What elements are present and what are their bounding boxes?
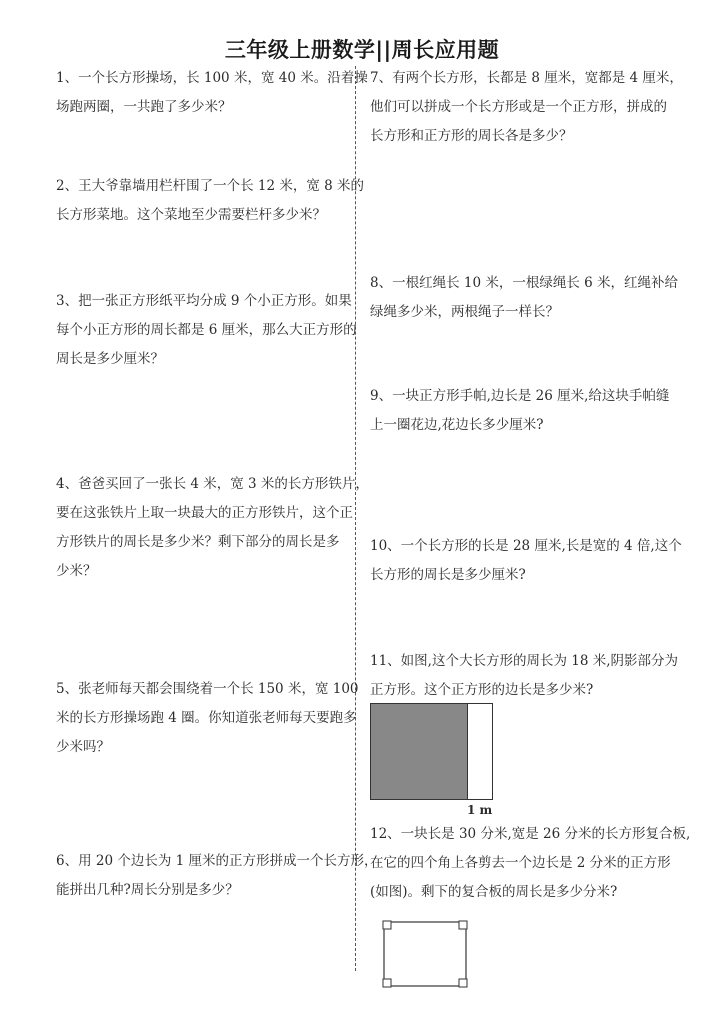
question-6 bbox=[56, 847, 378, 905]
question-line: 场跑两圈，一共跑了多少米？ bbox=[56, 99, 232, 115]
question-line: 12、一块长是 30 分米,宽是 26 分米的长方形复合板, bbox=[370, 826, 691, 842]
question-line: 长方形和正方形的周长各是多少？ bbox=[370, 128, 573, 144]
figure-12-board bbox=[382, 920, 468, 988]
question-10 bbox=[370, 532, 682, 590]
question-line: 长方形的周长是多少厘米? bbox=[370, 567, 526, 583]
question-line: 1、一个长方形操场，长 100 米，宽 40 米。沿着操 bbox=[56, 70, 368, 86]
question-line: 3、把一张正方形纸平均分成 9 个小正方形。如果 bbox=[56, 293, 352, 309]
question-line: 上一圈花边,花边长多少厘米? bbox=[370, 417, 544, 433]
figure-11-rectangle bbox=[370, 703, 493, 800]
question-line: 9、一块正方形手帕,边长是 26 厘米,给这块手帕缝 bbox=[370, 388, 670, 404]
question-line: 要在这张铁片上取一块最大的正方形铁片，这个正 bbox=[56, 505, 353, 521]
question-line: 少米？ bbox=[56, 563, 97, 579]
question-line: 米的长方形操场跑 4 圈。你知道张老师每天要跑多 bbox=[56, 710, 357, 726]
question-5 bbox=[56, 675, 359, 762]
question-line: 8、一根红绳长 10 米，一根绿绳长 6 米，红绳补给 bbox=[370, 275, 679, 291]
shaded-square bbox=[371, 704, 468, 799]
question-line: 能拼出几种?周长分别是多少？ bbox=[56, 882, 239, 898]
question-3 bbox=[56, 287, 356, 374]
question-line: 长方形菜地。这个菜地至少需要栏杆多少米？ bbox=[56, 207, 326, 223]
question-4 bbox=[56, 470, 369, 586]
unshaded-strip bbox=[467, 704, 492, 799]
question-line: 11、如图,这个大长方形的周长为 18 米,阴影部分为 bbox=[370, 653, 679, 669]
question-line: 正方形。这个正方形的边长是多少米? bbox=[370, 682, 594, 698]
worksheet-title: 三年级上册数学||周长应用题 bbox=[224, 38, 500, 62]
question-line: 绿绳多少米，两根绳子一样长？ bbox=[370, 304, 559, 320]
question-line: 在它的四个角上各剪去一个边长是 2 分米的正方形 bbox=[370, 855, 671, 871]
question-line: 5、张老师每天都会围绕着一个长 150 米，宽 100 bbox=[56, 681, 359, 697]
question-8 bbox=[370, 269, 679, 327]
figure-11-label: 1 m bbox=[467, 803, 493, 817]
question-line: (如图)。剩下的复合板的周长是多少分米? bbox=[370, 884, 618, 900]
question-line: 4、爸爸买回了一张长 4 米，宽 3 米的长方形铁片， bbox=[56, 476, 369, 492]
question-line: 他们可以拼成一个长方形或是一个正方形，拼成的 bbox=[370, 99, 667, 115]
question-12 bbox=[370, 820, 691, 907]
question-line: 每个小正方形的周长都是 6 厘米，那么大正方形的 bbox=[56, 322, 357, 338]
question-1 bbox=[56, 64, 368, 122]
question-line: 周长是多少厘米？ bbox=[56, 351, 164, 367]
question-11 bbox=[370, 647, 679, 705]
question-line: 10、一个长方形的长是 28 厘米,长是宽的 4 倍,这个 bbox=[370, 538, 682, 554]
question-9 bbox=[370, 382, 670, 440]
question-line: 少米吗？ bbox=[56, 739, 110, 755]
question-2 bbox=[56, 172, 365, 230]
question-line: 2、王大爷靠墙用栏杆围了一个长 12 米，宽 8 米的 bbox=[56, 178, 365, 194]
question-7 bbox=[370, 64, 683, 151]
question-line: 6、用 20 个边长为 1 厘米的正方形拼成一个长方形， bbox=[56, 853, 378, 869]
question-line: 7、有两个长方形，长都是 8 厘米，宽都是 4 厘米， bbox=[370, 70, 683, 86]
question-line: 方形铁片的周长是多少米？剩下部分的周长是多 bbox=[56, 534, 340, 550]
